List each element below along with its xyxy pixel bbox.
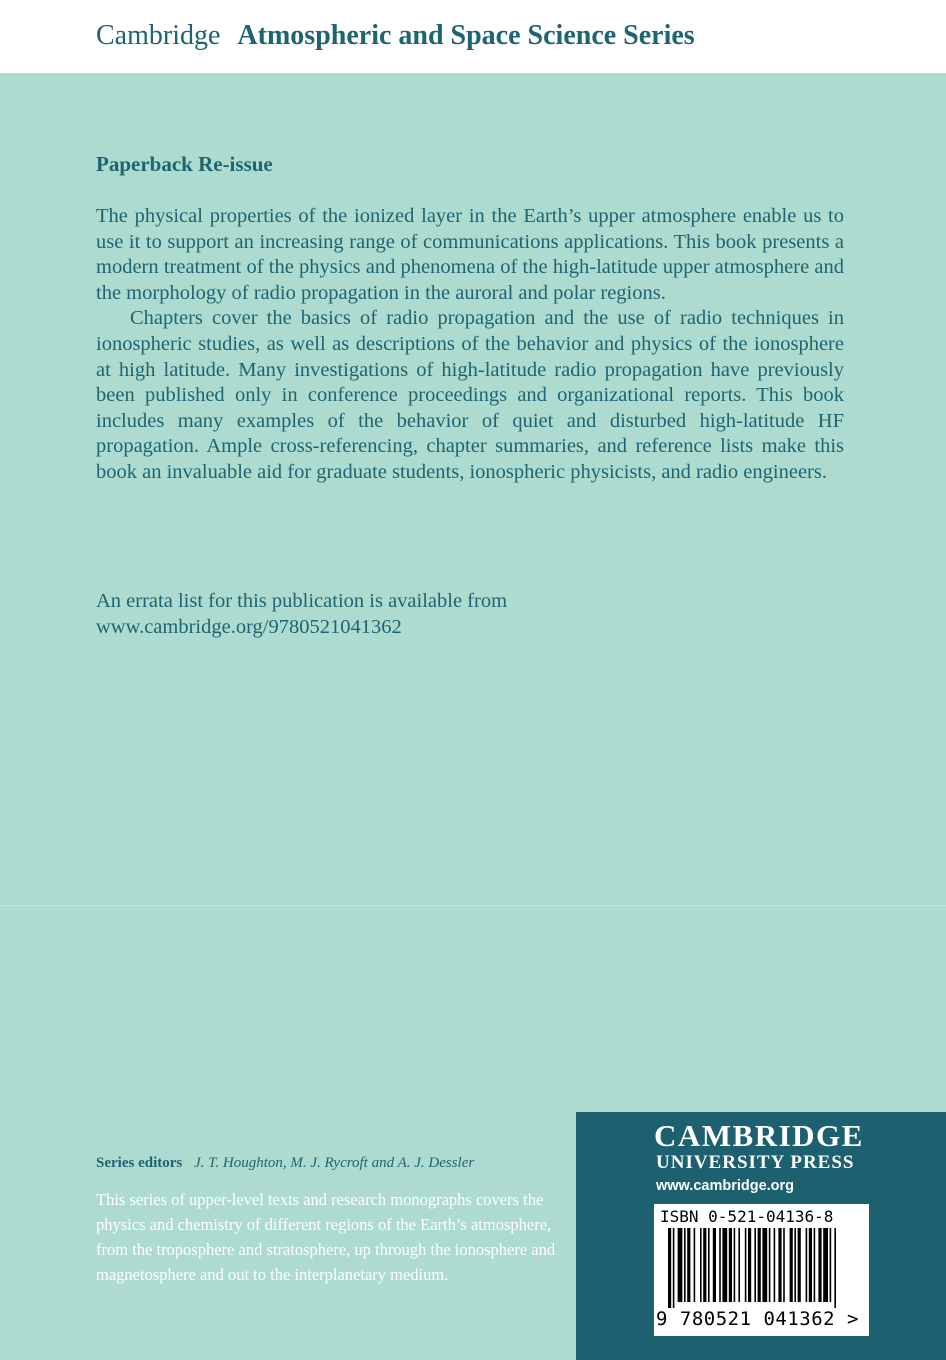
description-paragraph-2: Chapters cover the basics of radio propagation and the use of radio techniques in ionospheric studies, as well as descriptions of the behavior and physics of the ionosphere at high latitude. Many investigations of high-latitude radio propagation have previously been published only in conference proceedings and organizational reports. This book includes many examples of the behavior of quiet and disturbed high-latitude HF propagation. Ample cross-referencing, chapter summaries, and reference lists make this book an invaluable aid for graduate students, ionospheric physicists, and radio engineers. [96,307,844,483]
barcode-digits: 9 780521 041362 > [656,1308,859,1330]
book-description [96,204,844,486]
series-editors-label: Series editors [96,1155,183,1171]
barcode-panel [654,1204,869,1336]
errata-url: www.cambridge.org/9780521041362 [96,616,402,638]
series-editors [96,1155,474,1172]
series-header [0,0,946,73]
edition-label: Paperback Re-issue [96,152,273,176]
publisher-url: www.cambridge.org [656,1178,795,1194]
publisher-panel [576,1112,946,1360]
description-paragraph-1: The physical properties of the ionized layer in the Earth’s upper atmosphere enable us to use it to support an increasing range of communications applications. This book presents a modern treatment of the physics and phenomena of the high-latitude upper atmosphere and the morphology of radio propagation in the auroral and polar regions. [96,205,844,304]
series-title [96,20,695,52]
series-editors-names: J. T. Houghton, M. J. Rycroft and A. J. Dessler [193,1155,475,1171]
section-divider [0,905,946,906]
publisher-logo-line1: CAMBRIDGE [654,1118,864,1153]
barcode-icon [654,1228,869,1308]
errata-text: An errata list for this publication is available from [96,590,508,612]
errata-note [96,588,696,640]
series-publisher: Cambridge [96,20,221,51]
series-description: This series of upper-level texts and research monographs covers the physics and chemistry of different regions of the Earth’s atmosphere, from the troposphere and stratosphere, up through the ionosphere and magnetosphere and out to the interplanetary medium. [96,1190,556,1284]
publisher-logo-line2: UNIVERSITY PRESS [656,1152,855,1173]
isbn-label: ISBN 0-521-04136-8 [660,1207,834,1226]
series-name: Atmospheric and Space Science Series [237,20,695,51]
